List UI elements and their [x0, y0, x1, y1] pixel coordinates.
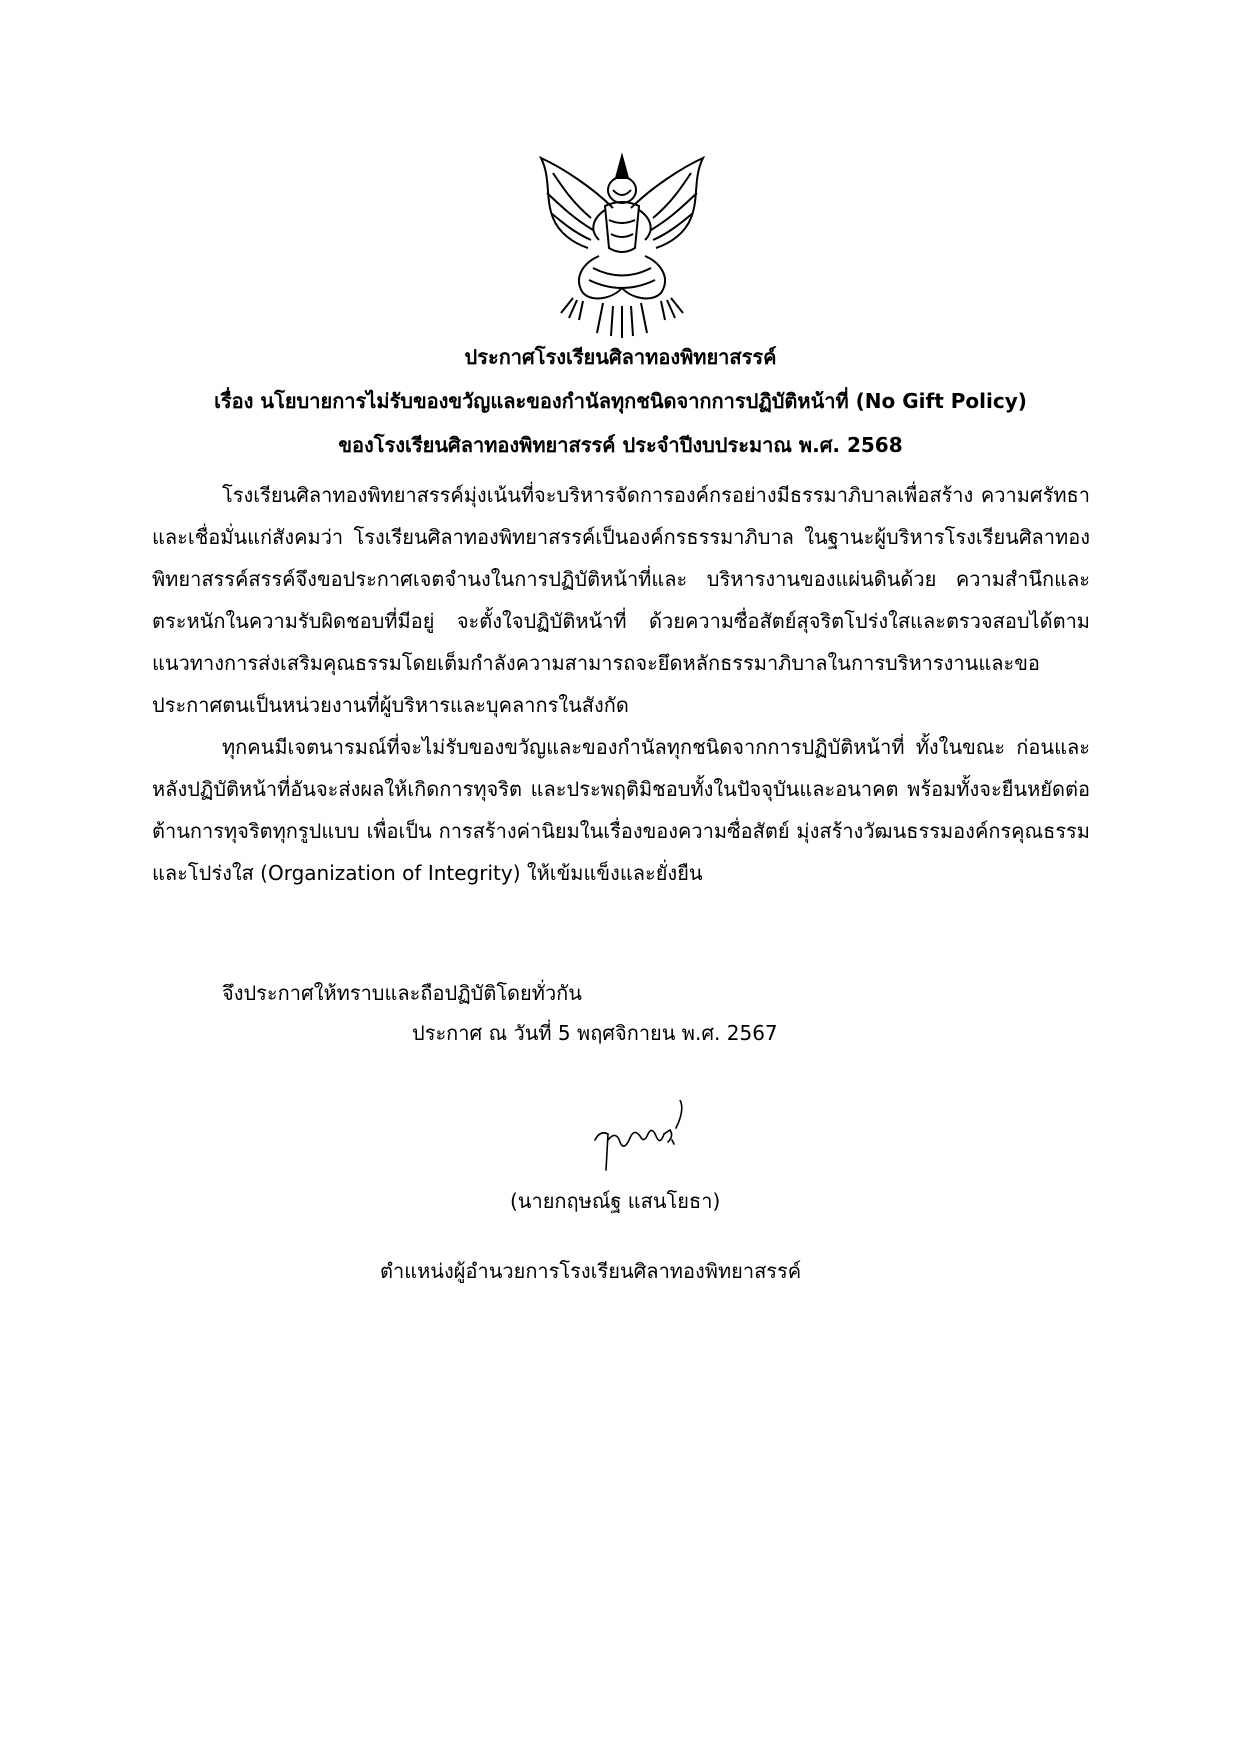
announcement-date: ประกาศ ณ วันที่ 5 พฤศจิกายน พ.ศ. 2567: [412, 1021, 778, 1045]
closing-statement: จึงประกาศให้ทราบและถือปฏิบัติโดยทั่วกัน: [222, 981, 582, 1005]
signer-name: (นายกฤษณ์ฐ แสนโยธา): [510, 1189, 721, 1213]
garuda-emblem-icon: [533, 148, 711, 340]
signer-position: ตำแหน่งผู้อำนวยการโรงเรียนศิลาทองพิทยาสรรค์: [380, 1259, 802, 1283]
announcement-subject: เรื่อง นโยบายการไม่รับของขวัญและของกำนัลทุกชนิดจากการปฏิบัติหน้าที่ (No Gift Policy): [214, 389, 1027, 413]
announcement-title: ประกาศโรงเรียนศิลาทองพิทยาสรรค์: [464, 345, 777, 369]
announcement-body: [152, 474, 1090, 894]
announcement-fiscal-year: ของโรงเรียนศิลาทองพิทยาสรรค์ ประจำปีงบประมาณ พ.ศ. 2568: [338, 433, 903, 457]
handwritten-signature-icon: [590, 1100, 710, 1180]
body-paragraph-1: โรงเรียนศิลาทองพิทยาสรรค์มุ่งเน้นที่จะบริหารจัดการองค์กรอย่างมีธรรมาภิบาลเพื่อสร้าง ความศรัทธาและเชื่อมั่นแก่สังคมว่า โรงเรียนศิลาทองพิทยาสรรค์เป็นองค์กรธรรมาภิบาล ในฐานะผู้บริหารโรงเรียนศิลาทองพิทยาสรรค์สรรค์จึงขอประกาศเจตจำนงในการปฏิบัติหน้าที่และ บริหารงานของแผ่นดินด้วย ความสำนึกและตระหนักในความรับผิดชอบที่มีอยู่ จะตั้งใจปฏิบัติหน้าที่ ด้วยความซื่อสัตย์สุจริตโปร่งใสและตรวจสอบได้ตามแนวทางการส่งเสริมคุณธรรมโดยเต็มกำลังความสามารถจะยึดหลักธรรมาภิบาลในการบริหารงานและขอประกาศตนเป็นหน่วยงานที่ผู้บริหารและบุคลากรในสังกัด: [152, 483, 1090, 717]
body-paragraph-2: ทุกคนมีเจตนารมณ์ที่จะไม่รับของขวัญและของกำนัลทุกชนิดจากการปฏิบัติหน้าที่ ทั้งในขณะ ก่อนและหลังปฏิบัติหน้าที่อันจะส่งผลให้เกิดการทุจริต และประพฤติมิชอบทั้งในปัจจุบันและอนาคต พร้อมทั้งจะยืนหยัดต่อต้านการทุจริตทุกรูปแบบ เพื่อเป็น การสร้างค่านิยมในเรื่องของความซื่อสัตย์ มุ่งสร้างวัฒนธรรมองค์กรคุณธรรมและโปร่งใส (Organization of Integrity) ให้เข้มแข็งและยั่งยืน: [152, 735, 1090, 885]
